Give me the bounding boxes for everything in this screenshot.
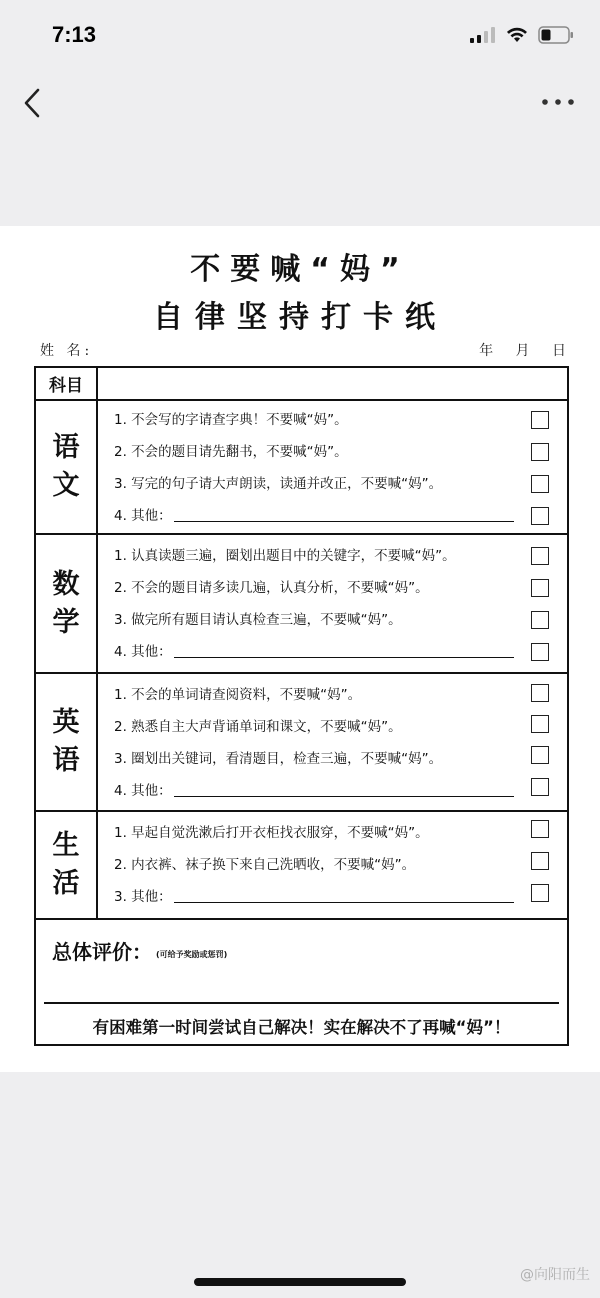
other-label: 4. 其他： [114, 783, 172, 799]
list-item [114, 505, 567, 527]
summary-footer: 有困难第一时间尝试自己解决！实在解决不了再喊“妈”！ [92, 1018, 511, 1037]
checkbox[interactable] [531, 643, 549, 661]
checkbox[interactable] [531, 778, 549, 796]
subject-row-math [36, 535, 567, 674]
other-label: 4. 其他： [114, 508, 172, 524]
more-dots-icon[interactable] [540, 92, 576, 112]
list-item: 1. 早起自觉洗漱后打开衣柜找衣服穿，不要喊“妈”。 [114, 825, 429, 841]
checkbox[interactable] [531, 852, 549, 870]
subject-row-chinese [36, 401, 567, 535]
battery-icon [538, 26, 574, 44]
checkbox[interactable] [531, 443, 549, 461]
blank-line [174, 783, 514, 797]
status-bar [0, 0, 600, 70]
list-item: 2. 内衣裤、袜子换下来自己洗晒收，不要喊“妈”。 [114, 857, 416, 873]
watermark: @向阳而生 [520, 1267, 590, 1283]
list-item: 2. 不会的题目请多读几遍，认真分析，不要喊“妈”。 [114, 580, 429, 596]
checkin-sheet-image [0, 226, 600, 1072]
subject-label: 数学 [52, 568, 80, 638]
checkbox[interactable] [531, 579, 549, 597]
status-time: 7:13 [52, 22, 97, 47]
list-item: 2. 熟悉自主大声背诵单词和课文，不要喊“妈”。 [114, 719, 402, 735]
checkin-table [34, 366, 569, 1046]
wifi-icon [506, 27, 528, 43]
checkbox[interactable] [531, 507, 549, 525]
home-indicator[interactable] [194, 1278, 406, 1286]
header-subject-cell: 科目 [36, 368, 98, 399]
list-item: 1. 不会的单词请查阅资料，不要喊“妈”。 [114, 687, 362, 703]
blank-line [174, 644, 514, 658]
sheet-title-line2: 自律坚持打卡纸 [153, 300, 447, 335]
checkbox[interactable] [531, 884, 549, 902]
checkbox[interactable] [531, 611, 549, 629]
cellular-signal-icon [470, 27, 496, 43]
checkbox[interactable] [531, 715, 549, 733]
checkbox[interactable] [531, 475, 549, 493]
summary-blank-line [44, 1002, 559, 1004]
summary-section [36, 920, 567, 1044]
subject-row-english [36, 674, 567, 812]
list-item [114, 780, 567, 802]
name-label: 姓 名: [40, 343, 94, 359]
checkbox[interactable] [531, 547, 549, 565]
summary-title-text: 总体评价： [52, 940, 152, 964]
list-item: 1. 不会写的字请查字典！不要喊“妈”。 [114, 412, 348, 428]
list-item: 1. 认真读题三遍，圈划出题目中的关键字，不要喊“妈”。 [114, 548, 456, 564]
list-item: 2. 不会的题目请先翻书，不要喊“妈”。 [114, 444, 348, 460]
date-label: 年 月 日 [479, 343, 566, 359]
checkbox[interactable] [531, 411, 549, 429]
list-item [114, 886, 567, 908]
other-label: 3. 其他： [114, 889, 172, 905]
blank-line [174, 889, 514, 903]
subject-row-life [36, 812, 567, 920]
checkbox[interactable] [531, 746, 549, 764]
summary-title [52, 936, 227, 965]
subject-label: 英语 [52, 707, 80, 776]
list-item: 3. 做完所有题目请认真检查三遍，不要喊“妈”。 [114, 612, 402, 628]
name-date-row [40, 340, 566, 364]
sheet-title-line1: 不要喊“妈” [190, 252, 410, 287]
checkbox[interactable] [531, 684, 549, 702]
nav-bar [0, 80, 600, 130]
list-item [114, 641, 567, 663]
summary-note: (可给予奖励或惩罚) [156, 950, 228, 959]
back-chevron-icon[interactable] [18, 86, 48, 120]
other-label: 4. 其他： [114, 644, 172, 660]
list-item: 3. 写完的句子请大声朗读，读通并改正，不要喊“妈”。 [114, 476, 443, 492]
list-item: 3. 圈划出关键词，看清题目，检查三遍，不要喊“妈”。 [114, 751, 443, 767]
status-icons [470, 26, 574, 44]
checkbox[interactable] [531, 820, 549, 838]
subject-label: 语文 [52, 432, 80, 501]
table-header-row [36, 368, 567, 401]
subject-label: 生活 [52, 830, 80, 899]
blank-line [174, 508, 514, 522]
